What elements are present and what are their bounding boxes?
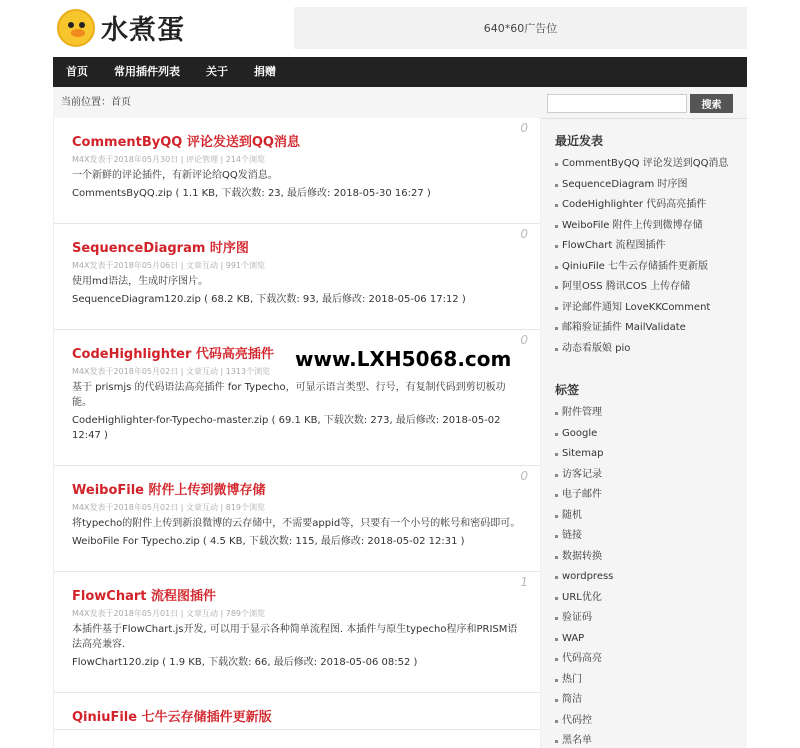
recent-post-link[interactable]: FlowChart 流程图插件: [555, 236, 728, 257]
nav-about[interactable]: 关于: [206, 65, 228, 78]
tag-list: [555, 403, 613, 748]
post-meta: M4X发表于2018年05月01日 | 文章互动 | 789个浏览: [72, 609, 266, 618]
post-description: 一个新鲜的评论插件，有新评论给QQ发消息。: [72, 170, 278, 181]
divider: [541, 118, 747, 119]
site-logo[interactable]: [57, 8, 185, 47]
post-attachment[interactable]: CommentsByQQ.zip ( 1.1 KB, 下载次数: 23, 最后修改: 2018-05-30 16:27 ): [72, 188, 431, 199]
tag-link[interactable]: 数据转换: [555, 547, 613, 568]
post-item: [54, 224, 540, 330]
tag-link[interactable]: 热门: [555, 670, 613, 691]
duck-logo-icon: [57, 9, 95, 47]
site-header: [53, 0, 747, 57]
post-meta: M4X发表于2018年05月30日 | 评论管理 | 214个浏览: [72, 155, 266, 164]
post-attachment[interactable]: WeiboFile For Typecho.zip ( 4.5 KB, 下载次数: 115, 最后修改: 2018-05-02 12:31 ): [72, 536, 465, 547]
post-description: 使用md语法，生成时序图片。: [72, 276, 209, 287]
post-list: [53, 118, 541, 748]
post-title[interactable]: SequenceDiagram 时序图: [72, 241, 249, 256]
post-meta: M4X发表于2018年05月02日 | 文章互动 | 819个浏览: [72, 503, 266, 512]
search-button[interactable]: 搜索: [690, 94, 733, 113]
post-item: [54, 572, 540, 693]
post-description: 基于 prismjs 的代码语法高亮插件 for Typecho，可显示语言类型、行号，有复制代码到剪切板功能。: [72, 382, 506, 408]
tags-title: 标签: [555, 383, 580, 397]
recent-posts-title: 最近发表: [555, 134, 604, 148]
recent-posts-section: [555, 132, 728, 359]
search-form: [547, 94, 733, 113]
post-title[interactable]: WeiboFile 附件上传到微博存储: [72, 483, 266, 498]
post-item: [54, 118, 540, 224]
search-input[interactable]: [547, 94, 687, 113]
post-title[interactable]: CommentByQQ 评论发送到QQ消息: [72, 135, 300, 150]
comment-count[interactable]: 0: [520, 333, 528, 347]
watermark-text: www.LXH5068.com: [295, 347, 512, 371]
comment-count[interactable]: 0: [520, 121, 528, 135]
ad-banner-text: 640*60广告位: [483, 22, 558, 35]
recent-post-link[interactable]: QiniuFile 七牛云存储插件更新版: [555, 257, 728, 278]
post-title[interactable]: CodeHighlighter 代码高亮插件: [72, 347, 274, 362]
post-attachment[interactable]: FlowChart120.zip ( 1.9 KB, 下载次数: 66, 最后修改: 2018-05-06 08:52 ): [72, 657, 418, 668]
comment-count[interactable]: 1: [520, 575, 528, 589]
post-item: [54, 693, 540, 730]
comment-count[interactable]: 0: [520, 227, 528, 241]
tag-link[interactable]: WAP: [555, 629, 613, 650]
recent-post-link[interactable]: 动态看版娘 pio: [555, 339, 728, 360]
recent-posts-list: [555, 154, 728, 359]
post-description: 将typecho的附件上传到新浪微博的云存储中，不需要appid等，只要有一个小号的帐号和密码即可。: [72, 518, 521, 529]
tag-link[interactable]: 代码高亮: [555, 649, 613, 670]
recent-post-link[interactable]: CodeHighlighter 代码高亮插件: [555, 195, 728, 216]
tag-link[interactable]: Sitemap: [555, 444, 613, 465]
recent-post-link[interactable]: 邮箱验证插件 MailValidate: [555, 318, 728, 339]
tag-link[interactable]: 代码控: [555, 711, 613, 732]
tag-link[interactable]: wordpress: [555, 567, 613, 588]
tag-link[interactable]: 链接: [555, 526, 613, 547]
tag-link[interactable]: 黑名单: [555, 731, 613, 748]
logo-text: 水煮蛋: [101, 15, 185, 46]
tag-link[interactable]: 验证码: [555, 608, 613, 629]
tag-link[interactable]: 随机: [555, 506, 613, 527]
recent-post-link[interactable]: WeiboFile 附件上传到微博存储: [555, 216, 728, 237]
recent-post-link[interactable]: SequenceDiagram 时序图: [555, 175, 728, 196]
tag-link[interactable]: 简洁: [555, 690, 613, 711]
recent-post-link[interactable]: 评论邮件通知 LoveKKComment: [555, 298, 728, 319]
tag-link[interactable]: 访客记录: [555, 465, 613, 486]
post-item: [54, 466, 540, 572]
post-meta: M4X发表于2018年05月02日 | 文章互动 | 1313个浏览: [72, 367, 271, 376]
post-attachment[interactable]: CodeHighlighter-for-Typecho-master.zip ( 69.1 KB, 下载次数: 273, 最后修改: 2018-05-02 12:47 ): [72, 415, 501, 441]
post-title[interactable]: FlowChart 流程图插件: [72, 589, 216, 604]
post-title[interactable]: QiniuFile 七牛云存储插件更新版: [72, 710, 272, 725]
ad-banner[interactable]: [294, 7, 747, 49]
tag-link[interactable]: Google: [555, 424, 613, 445]
recent-post-link[interactable]: CommentByQQ 评论发送到QQ消息: [555, 154, 728, 175]
recent-post-link[interactable]: 阿里OSS 腾讯COS 上传存储: [555, 277, 728, 298]
main-nav: [53, 57, 747, 87]
post-attachment[interactable]: SequenceDiagram120.zip ( 68.2 KB, 下载次数: 93, 最后修改: 2018-05-06 17:12 ): [72, 294, 466, 305]
post-description: 本插件基于FlowChart.js开发, 可以用于显示各种简单流程图. 本插件与原生typecho程序和PRISM语法高亮兼容.: [72, 624, 518, 650]
sidebar: [541, 87, 747, 748]
nav-donate[interactable]: 捐赠: [254, 65, 276, 78]
tag-link[interactable]: URL优化: [555, 588, 613, 609]
comment-count[interactable]: 0: [520, 469, 528, 483]
tag-link[interactable]: 附件管理: [555, 403, 613, 424]
nav-plugin-list[interactable]: 常用插件列表: [114, 65, 180, 78]
nav-home[interactable]: 首页: [66, 65, 88, 78]
tag-link[interactable]: 电子邮件: [555, 485, 613, 506]
breadcrumb: 当前位置：首页: [53, 87, 541, 118]
tags-section: [555, 381, 613, 748]
post-meta: M4X发表于2018年05月06日 | 文章互动 | 991个浏览: [72, 261, 266, 270]
